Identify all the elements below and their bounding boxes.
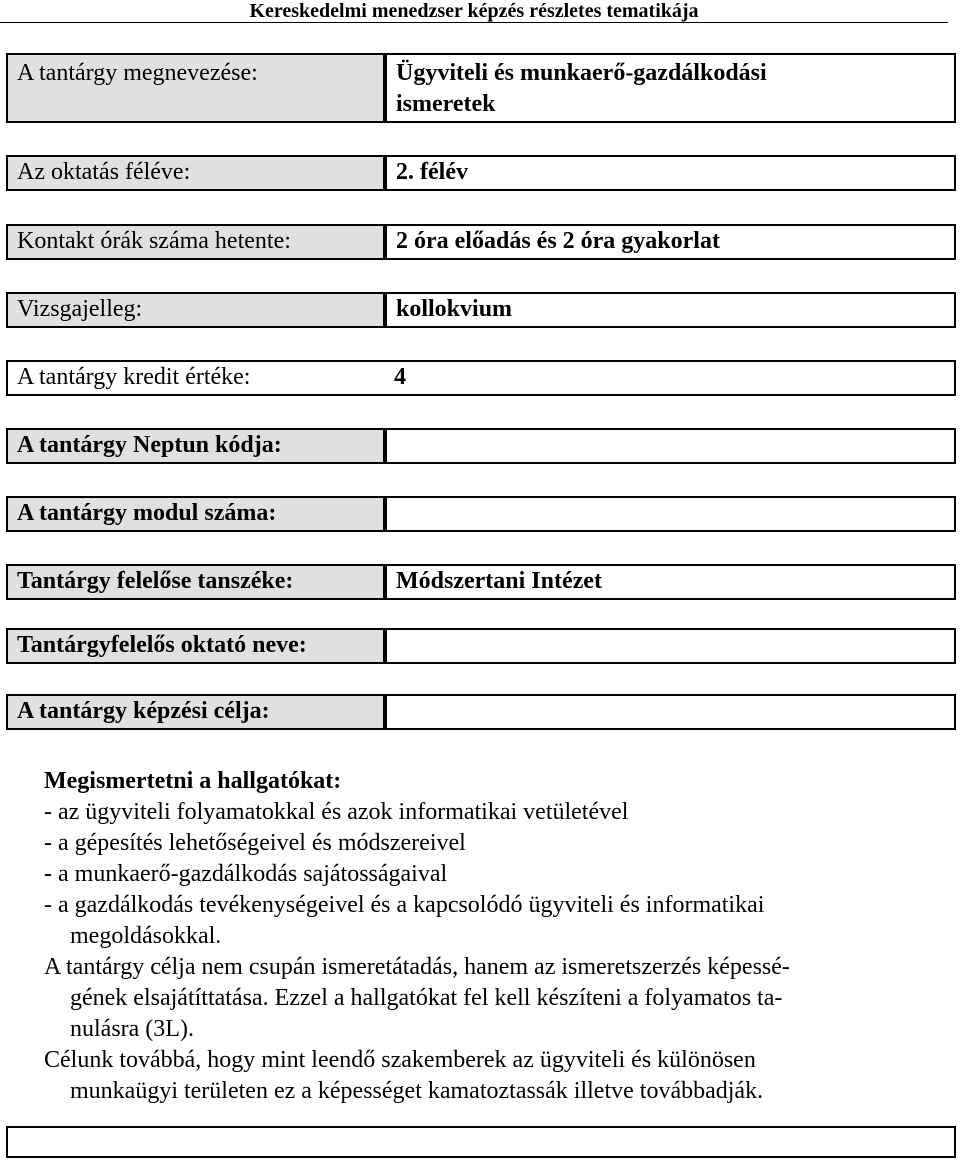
label-neptun-code: A tantárgy Neptun kódja: — [6, 428, 385, 464]
label-module-number: A tantárgy modul száma: — [6, 496, 385, 532]
value-module-number — [385, 496, 956, 532]
value-subject-name — [385, 53, 956, 123]
label-contact-hours: Kontakt órák száma hetente: — [6, 224, 385, 260]
value-neptun-code — [385, 428, 956, 464]
description-heading: Megismertetni a hallgatókat: — [44, 768, 342, 794]
description-paragraph-1-line-3: nulásra (3L). — [70, 1016, 194, 1042]
label-semester: Az oktatás féléve: — [6, 155, 385, 191]
value-subject-name-line1: Ügyviteli és munkaerő-gazdálkodási — [396, 60, 767, 86]
value-department: Módszertani Intézet — [385, 564, 956, 600]
credit-row — [6, 360, 956, 396]
value-subject-name-line2: ismeretek — [396, 91, 496, 117]
value-instructor — [385, 628, 956, 664]
description-paragraph-2-line-2: munkaügyi területen ez a képességet kamatoztassák illetve továbbadják. — [70, 1078, 764, 1104]
description-bullet-1: - az ügyviteli folyamatokkal és azok informatikai vetületével — [44, 799, 629, 825]
label-training-goal: A tantárgy képzési célja: — [6, 694, 385, 730]
value-credit: 4 — [394, 364, 406, 390]
description-paragraph-1-line-1: A tantárgy célja nem csupán ismeretátadás, hanem az ismeretszerzés képessé- — [44, 954, 790, 980]
value-contact-hours: 2 óra előadás és 2 óra gyakorlat — [385, 224, 956, 260]
value-semester: 2. félév — [385, 155, 956, 191]
description-bullet-4-continuation: megoldásokkal. — [70, 923, 222, 949]
goal-description — [44, 766, 944, 1107]
description-bullet-4: - a gazdálkodás tevékenységeivel és a kapcsolódó ügyviteli és informatikai — [44, 892, 765, 918]
description-bullet-2: - a gépesítés lehetőségeivel és módszereivel — [44, 830, 466, 856]
label-exam-type: Vizsgajelleg: — [6, 292, 385, 328]
description-paragraph-2-line-1: Célunk továbbá, hogy mint leendő szakemberek az ügyviteli és különösen — [44, 1047, 756, 1073]
description-paragraph-1-line-2: gének elsajátíttatása. Ezzel a hallgatókat fel kell készíteni a folyamatos ta- — [70, 985, 783, 1011]
label-instructor: Tantárgyfelelős oktató neve: — [6, 628, 385, 664]
value-training-goal — [385, 694, 956, 730]
label-department: Tantárgy felelőse tanszéke: — [6, 564, 385, 600]
description-bullet-3: - a munkaerő-gazdálkodás sajátosságaival — [44, 861, 448, 887]
empty-bottom-row — [6, 1126, 956, 1158]
label-credit: A tantárgy kredit értéke: — [17, 364, 251, 390]
value-exam-type: kollokvium — [385, 292, 956, 328]
page-header: Kereskedelmi menedzser képzés részletes tematikája — [0, 0, 948, 23]
label-subject-name: A tantárgy megnevezése: — [6, 53, 385, 123]
